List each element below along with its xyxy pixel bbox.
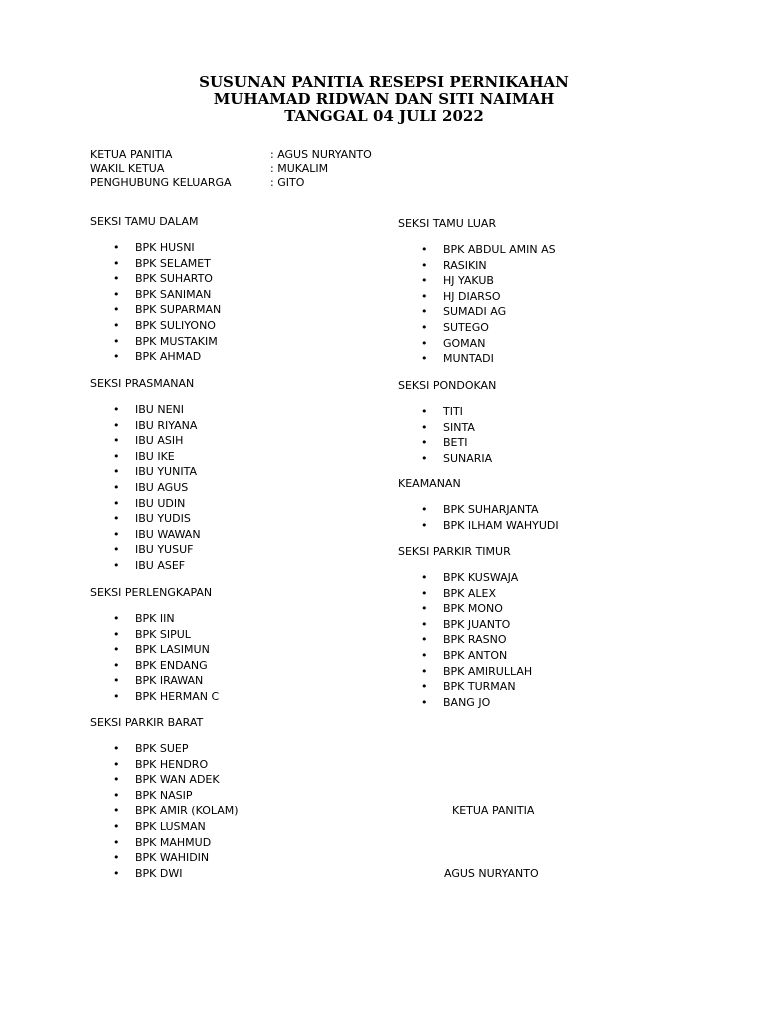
bullet-icon: • [421,633,428,647]
list-item [90,741,239,757]
bullet-icon: • [113,449,120,463]
bullet-icon: • [421,695,428,709]
list-item [398,601,532,617]
member-name: IBU YUNITA [135,465,197,479]
bullet-icon: • [421,352,428,366]
bullet-icon: • [113,627,120,641]
section-seksi-parkir-timur [398,545,532,710]
list-item [398,258,556,274]
bullet-icon: • [421,420,428,434]
section-seksi-perlengkapan [90,586,219,705]
officer-role: WAKIL KETUA [90,162,165,175]
bullet-icon: • [421,305,428,319]
list-item [90,757,239,773]
member-name: BPK SUPARMAN [135,303,222,317]
bullet-icon: • [113,512,120,526]
bullet-icon: • [421,602,428,616]
member-list [90,240,221,365]
member-name: BPK KUSWAJA [443,571,519,584]
member-name: BPK DWI [135,866,183,880]
list-item [90,558,201,574]
bullet-icon: • [421,405,428,418]
member-name: RASIKIN [443,258,487,272]
bullet-icon: • [113,418,120,432]
list-item [90,318,221,334]
list-item [398,273,556,289]
list-item [90,850,239,866]
bullet-icon: • [113,303,120,317]
list-item [398,320,556,336]
list-item [90,772,239,788]
list-item [398,679,532,695]
member-name: BPK SUHARTO [135,272,213,286]
member-name: IBU WAWAN [135,527,201,541]
section-heading: SEKSI PARKIR BARAT [90,716,204,729]
member-list [398,502,559,533]
member-name: BPK MUSTAKIM [135,334,218,348]
list-item [398,289,556,305]
member-name: BPK AHMAD [135,350,202,364]
officer-role: KETUA PANITIA [90,148,173,161]
bullet-icon: • [113,241,120,254]
member-name: BPK WAN ADEK [135,773,220,787]
member-name: BPK JUANTO [443,617,511,631]
section-keamanan [398,477,559,533]
member-name: SUMADI AG [443,305,507,319]
member-name: IBU RIYANA [135,418,198,432]
document-title-line-3: TANGGAL 04 JULI 2022 [284,107,484,125]
list-item [90,256,221,272]
member-name: BPK ANTON [443,648,508,662]
member-name: IBU IKE [135,449,175,463]
list-item [90,464,201,480]
bullet-icon: • [113,558,120,572]
member-name: BPK IRAWAN [135,674,204,688]
list-item [90,866,239,882]
list-item [398,242,556,258]
bullet-icon: • [113,256,120,270]
list-item [90,480,201,496]
list-item [90,835,239,851]
member-name: BPK RASNO [443,633,507,647]
member-name: BPK MONO [443,602,503,616]
bullet-icon: • [421,648,428,662]
member-name: BPK SIPUL [135,627,191,641]
bullet-icon: • [113,612,120,625]
member-list [90,741,239,881]
member-name: BPK SANIMAN [135,287,212,301]
bullet-icon: • [113,674,120,688]
section-heading: SEKSI PARKIR TIMUR [398,545,511,558]
member-name: IBU YUSUF [135,543,194,557]
list-item [90,527,201,543]
bullet-icon: • [421,289,428,303]
officer-role: PENGHUBUNG KELUARGA [90,176,232,189]
bullet-icon: • [421,518,428,532]
bullet-icon: • [113,318,120,332]
section-heading: SEKSI TAMU DALAM [90,215,199,228]
member-name: BPK ALEX [443,586,497,600]
bullet-icon: • [421,503,428,516]
member-name: BPK SUHARJANTA [443,503,539,516]
signature-label: KETUA PANITIA [452,804,535,817]
list-item [398,451,496,467]
list-item [398,617,532,633]
bullet-icon: • [113,804,120,818]
list-item [90,788,239,804]
member-name: IBU ASEF [135,558,186,572]
member-name: BPK SUEP [135,742,189,755]
member-name: BPK SULIYONO [135,318,216,332]
list-item [90,287,221,303]
member-list [90,402,201,574]
member-name: BPK HUSNI [135,241,195,254]
member-name: BPK AMIRULLAH [443,664,533,678]
list-item [90,334,221,350]
member-name: BPK ABDUL AMIN AS [443,243,556,256]
list-item [398,351,556,367]
list-item [398,632,532,648]
bullet-icon: • [113,334,120,348]
bullet-icon: • [421,664,428,678]
member-name: BPK SELAMET [135,256,211,270]
member-name: BPK TURMAN [443,680,516,694]
member-name: HJ YAKUB [443,274,494,288]
document-title-line-1: SUSUNAN PANITIA RESEPSI PERNIKAHAN [199,73,569,91]
officer-name: : GITO [270,176,305,189]
bullet-icon: • [421,436,428,450]
bullet-icon: • [421,680,428,694]
member-name: IBU NENI [135,403,184,416]
list-item [90,689,219,705]
section-heading: KEAMANAN [398,477,461,490]
member-name: IBU YUDIS [135,512,191,526]
section-heading: SEKSI PRASMANAN [90,377,195,390]
list-item [90,819,239,835]
section-seksi-pondokan [398,379,496,466]
member-name: BPK HENDRO [135,757,209,771]
bullet-icon: • [113,350,120,364]
member-name: SUTEGO [443,320,489,334]
bullet-icon: • [113,658,120,672]
list-item [398,336,556,352]
member-list [90,611,219,705]
list-item [398,304,556,320]
list-item [90,642,219,658]
section-seksi-tamu-luar [398,217,556,367]
bullet-icon: • [113,465,120,479]
member-name: IBU AGUS [135,480,189,494]
member-name: SINTA [443,420,475,434]
bullet-icon: • [421,571,428,584]
bullet-icon: • [113,866,120,880]
bullet-icon: • [113,643,120,657]
officer-name: : MUKALIM [270,162,329,175]
section-seksi-parkir-barat [90,716,239,881]
list-item [90,511,201,527]
bullet-icon: • [113,689,120,703]
bullet-icon: • [113,480,120,494]
list-item [398,648,532,664]
member-name: BETI [443,436,468,450]
bullet-icon: • [421,243,428,256]
member-name: BPK LASIMUN [135,643,210,657]
list-item [398,518,559,534]
member-name: BPK LUSMAN [135,819,206,833]
member-name: BANG JO [443,695,491,709]
member-name: TITI [443,405,463,418]
document-title-line-2: MUHAMAD RIDWAN DAN SITI NAIMAH [213,90,555,108]
member-name: BPK MAHMUD [135,835,212,849]
list-item [398,502,559,518]
list-item [398,695,532,711]
bullet-icon: • [421,586,428,600]
member-list [398,242,556,367]
list-item [398,664,532,680]
officer-name: : AGUS NURYANTO [270,148,372,161]
list-item [90,803,239,819]
member-name: HJ DIARSO [443,289,501,303]
bullet-icon: • [421,336,428,350]
list-item [90,496,201,512]
bullet-icon: • [113,272,120,286]
member-name: BPK HERMAN C [135,689,220,703]
member-list [398,404,496,466]
bullet-icon: • [421,274,428,288]
member-name: BPK ENDANG [135,658,208,672]
list-item [90,402,201,418]
section-heading: SEKSI TAMU LUAR [398,217,497,230]
list-item [90,271,221,287]
bullet-icon: • [421,617,428,631]
bullet-icon: • [113,835,120,849]
list-item [398,570,532,586]
list-item [398,586,532,602]
list-item [90,673,219,689]
member-name: MUNTADI [443,352,494,366]
list-item [398,420,496,436]
list-item [90,240,221,256]
list-item [90,302,221,318]
member-name: IBU ASIH [135,434,184,448]
bullet-icon: • [113,742,120,755]
list-item [90,658,219,674]
list-item [398,404,496,420]
list-item [90,542,201,558]
member-name: SUNARIA [443,451,493,465]
section-heading: SEKSI PONDOKAN [398,379,497,392]
list-item [90,433,201,449]
list-item [90,449,201,465]
bullet-icon: • [113,851,120,865]
member-list [398,570,532,710]
bullet-icon: • [113,527,120,541]
member-name: BPK IIN [135,612,175,625]
bullet-icon: • [113,773,120,787]
bullet-icon: • [113,496,120,510]
list-item [90,627,219,643]
member-name: BPK NASIP [135,788,193,802]
section-seksi-prasmanan [90,377,201,574]
signature-name: AGUS NURYANTO [444,867,539,880]
bullet-icon: • [113,757,120,771]
member-name: BPK WAHIDIN [135,851,210,865]
member-name: BPK ILHAM WAHYUDI [443,518,559,532]
bullet-icon: • [113,819,120,833]
bullet-icon: • [421,258,428,272]
section-seksi-tamu-dalam [90,215,221,365]
bullet-icon: • [113,287,120,301]
list-item [90,349,221,365]
section-heading: SEKSI PERLENGKAPAN [90,586,213,599]
list-item [398,435,496,451]
bullet-icon: • [113,434,120,448]
bullet-icon: • [421,451,428,465]
list-item [90,418,201,434]
member-name: BPK AMIR (KOLAM) [135,804,239,818]
member-name: GOMAN [443,336,486,350]
list-item [90,611,219,627]
bullet-icon: • [421,320,428,334]
bullet-icon: • [113,543,120,557]
bullet-icon: • [113,403,120,416]
bullet-icon: • [113,788,120,802]
member-name: IBU UDIN [135,496,186,510]
